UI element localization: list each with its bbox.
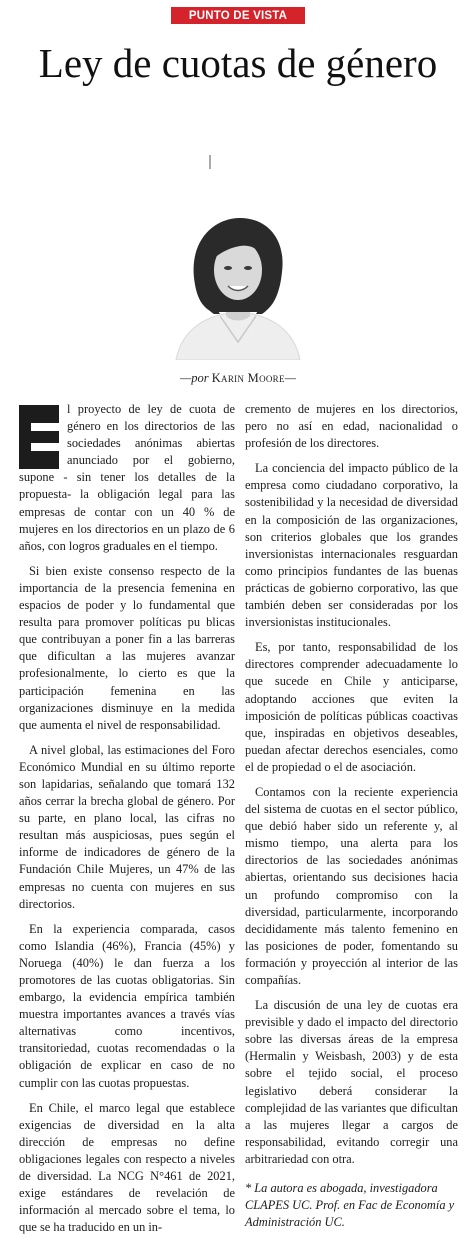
paragraph: A nivel global, las estimaciones del Foro Económico Mundial en su último reporte son lapidarias, señalando que tomará 132 años cerrar la brecha global de género. Por su parte, en plano local, las cifras no resultan más auspiciosas, pues según el informe de indicadores de género de la Fundación Chile Mujeres, un 47% de las empresas no cuenta con mujeres en sus directorios. (19, 742, 235, 911)
drop-cap (19, 405, 59, 469)
paragraph: La conciencia del impacto público de la empresa como ciudadano corporativo, la sostenibilidad y la necesidad de diversidad en la composición de las organizaciones, son criterios globales que los grandes inversionistas internacionales resguardan como principios fundantes de las buenas prácticas de gobierno corporativo, las que también deben ser consideradas por los inversionistas institucionales. (245, 461, 458, 630)
section-tag (0, 6, 476, 24)
byline-prefix: —por (180, 371, 209, 385)
byline-suffix: — (284, 371, 296, 385)
paragraph: La discusión de una ley de cuotas era previsible y dado el impacto del directorio sobre las diversas áreas de la empresa (Hermalin y Weisbash, 2003) y de esta sobre el tejido social, el proceso legislativo deberá considerar la complejidad de las variantes que dificultan a las mujeres llegar a cargos de responsabilidad, evitando corregir una arbitrariedad con otra. (245, 998, 458, 1166)
headline: Ley de cuotas de género (38, 40, 438, 86)
paragraph: Si bien existe consenso respecto de la importancia de la presencia femenina en espacios de poder y lo fundamental que resulta para promover políticas pu blicas que contribuyan a poner fin a las barreras que dificultan a las mujeres avanzar profesionalmente, lo cierto es que la participación femenina en las organizaciones disminuye en la medida que aumenta el nivel de responsabilidad. (19, 563, 235, 732)
paragraph: Es, por tanto, responsabilidad de los directores comprender adecuadamente lo que sucede en Chile y anticiparse, adoptando acciones que eviten la imposición de políticas públicas coactivas que, inspiradas en objetivos deseables, puedan afectar derechos esenciales, como el de propiedad o el de asociación. (245, 640, 458, 774)
paragraph: Contamos con la reciente experiencia del sistema de cuotas en el sector público, que debió haber sido un referente y, al mismo tiempo, una alerta para los directorios de las sociedades anónimas abiertas, orientando sus decisiones hacia un profundo compromiso con la diversidad, particularmente, incorporando decididamente más talento femenino en las posiciones de poder, fomentando su formación y proyección al interior de las compañías. (245, 784, 458, 987)
section-label: PUNTO DE VISTA (171, 7, 305, 24)
paragraph: En la experiencia comparada, casos como Islandia (46%), Francia (45%) y Noruega (40%) le dan fuerza a los promotores de las cuotas obligatorias. Sin embargo, la evidencia empírica también muestra importantes avances a través vías alternativas como incentivos, transitoriedad, cuotas recomendadas o la obligación de explicar en caso de no cumplir con las cuotas propuestas. (19, 921, 235, 1090)
byline (0, 371, 476, 386)
article-column-right (245, 401, 458, 1239)
paragraph: l proyecto de ley de cuota de género en los directorios de las sociedades anónimas abiertas anunciado por el gobierno, supone - sin tener los detalles de la propuesta- la obligación legal para las empresas de contar con un 40 % de mujeres en los directorios en un plazo de 6 años, con logros graduales en el tiempo. (19, 402, 235, 553)
paragraph: cremento de mujeres en los directorios, pero no así en edad, nacionalidad o profesión de los directores. (245, 402, 458, 451)
author-footnote: * La autora es abogada, investigadora CLAPES UC. Prof. en Fac de Economía y Administración UC. (245, 1181, 455, 1230)
article-column-left (19, 401, 235, 1244)
paragraph: En Chile, el marco legal que establece exigencias de diversidad en la alta dirección de empresas no define obligaciones legales con respecto a niveles de diversidad. La NCG N°461 de 2021, exige estándares de revelación de información al mercado sobre el tema, lo que se ha traducido en un in- (19, 1100, 235, 1235)
divider-mark (209, 155, 211, 169)
author-name: Karin Moore (211, 371, 285, 385)
author-portrait (168, 210, 308, 360)
